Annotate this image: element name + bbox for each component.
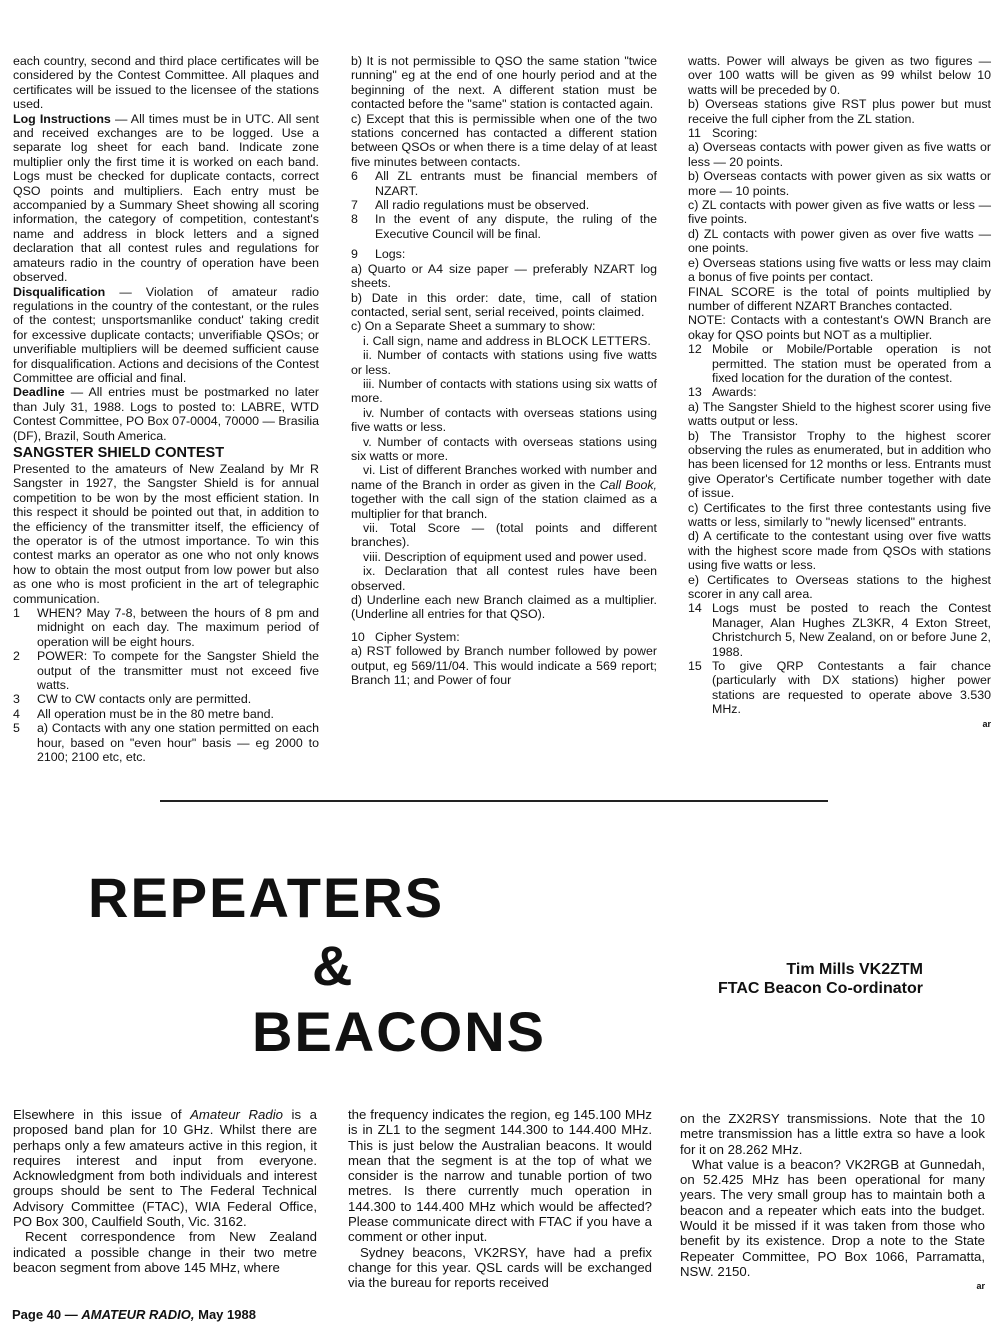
paragraph: v. Number of contacts with overseas stations using six watts or more.	[351, 434, 657, 463]
paragraph: ix. Declaration that all contest rules have been observed.	[351, 564, 657, 593]
paragraph: Disqualification — Violation of amateur radio regulations in the country of the contestant, or the rules of the contest; unsportsmanlike conduct' taking credit for excessive duplicate contacts; unverifiable QSOs; or unverifiable multipliers will be deemed sufficient cause for disqualification. Actions and decisions of the Contest Committee are official and final.	[13, 284, 319, 385]
rule-item: 7 All radio regulations must be observed.	[351, 198, 590, 213]
paragraph: Deadline — All entries must be postmarked no later than July 31, 1988. Logs to posted to: LABRE, WTD Contest Committee, PO Box 07-0004, 70000 — Brasilia (DF), Brazil, South America.	[13, 385, 319, 443]
run-in-heading: Deadline	[13, 385, 65, 400]
rule-item: 15 To give QRP Contestants a fair chance (particularly with DX stations) higher power stations are requested to operate above 3.530 MHz.	[688, 659, 991, 717]
paragraph: c) On a Separate Sheet a summary to show:	[351, 319, 596, 334]
paragraph: b) Overseas contacts with power given as six watts or more — 10 points.	[688, 169, 991, 198]
paragraph: iii. Number of contacts with stations using six watts of more.	[351, 376, 657, 406]
page-footer	[12, 1307, 256, 1322]
paragraph: i. Call sign, name and address in BLOCK LETTERS.	[363, 333, 651, 348]
paragraph: b) Date in this order: date, time, call of station contacted, serial sent, serial received, points claimed.	[351, 290, 657, 319]
paragraph: d) ZL contacts with power given as over five watts — one points.	[688, 226, 991, 256]
paragraph: a) Overseas contacts with power given as five watts or less — 20 points.	[688, 140, 991, 169]
run-in-heading: Log Instructions	[13, 111, 111, 126]
paragraph: each country, second and third place certificates will be considered by the Contest Committee. All plaques and certificates will be issued to the licensee of the stations used.	[13, 54, 319, 112]
paragraph: viii. Description of equipment used and power used.	[363, 549, 647, 564]
paragraph: the frequency indicates the region, eg 145.100 MHz is in ZL1 to the segment 144.300 to 144.400 MHz. This is just below the Australian beacons. It would mean that the segment is at the top of what we consider is the narrow and tunable portion of two metres. Is there currently much operation in 144.300 to 144.400 MHz which would be affected? Please communicate direct with FTAC if you have a comment or other input.	[348, 1107, 652, 1245]
paragraph: c) ZL contacts with power given as five watts or less — five points.	[688, 198, 991, 227]
paragraph: Presented to the amateurs of New Zealand by Mr R Sangster in 1927, the Sangster Shield is for annual competition to be won by the most efficient station. In this respect it should be pointed out that, in addition to the efficiency of the transmitter itself, the efficiency of the operator is of the utmost importance. To win this contest marks an operator as one who not only knows how to obtain the most output from low power but also as one who is most proficient in the art of telegraphic communication.	[13, 461, 319, 606]
author-name: Tim Mills VK2ZTM	[786, 961, 923, 978]
paragraph: b) Overseas stations give RST plus power but must receive the full cipher from the ZL station.	[688, 97, 991, 126]
article-column-3	[680, 1111, 985, 1295]
rule-item: 14 Logs must be posted to reach the Contest Manager, Alan Hughes ZL3KR, 4 Exton Street, Christchurch 5, New Zealand, on or before June 2, 1988.	[688, 601, 991, 659]
paragraph: on the ZX2RSY transmissions. Note that the 10 metre transmission has a little extra so have a look for it on 28.262 MHz.	[680, 1111, 985, 1157]
column-2	[351, 54, 657, 687]
paragraph: vi. List of different Branches worked with number and name of the Branch in order as given in the Call Book, together with the call sign of the station claimed as a multiplier for that branch.	[351, 463, 657, 521]
paragraph: vii. Total Score — (total points and different branches).	[351, 521, 657, 550]
paragraph: a) The Sangster Shield to the highest scorer using five watts output or less.	[688, 399, 991, 429]
rule-item: 6 All ZL entrants must be financial members of NZART.	[351, 169, 657, 198]
paragraph: a) Quarto or A4 size paper — preferably NZART log sheets.	[351, 261, 657, 291]
paragraph: watts. Power will always be given as two figures — over 100 watts will be given as 99 whilst below 10 watts will be preceded by 0.	[688, 54, 991, 97]
paragraph: FINAL SCORE is the total of points multiplied by number of different NZART Branches contacted.	[688, 284, 991, 313]
paragraph: d) A certificate to the contestant using over five watts with the highest score made from QSOs with stations using five watts or less.	[688, 529, 991, 573]
headline-ampersand: &	[312, 934, 355, 997]
rule-item: 8 In the event of any dispute, the ruling of the Executive Council will be final.	[351, 212, 657, 241]
rule-item: 13 Awards:	[688, 385, 757, 400]
paragraph: Elsewhere in this issue of Amateur Radio is a proposed band plan for 10 GHz. Whilst there are perhaps only a few amateurs active in this region, it requires interest and input from everyone. Acknowledgment from both individuals and interest groups should be sent to The Federal Technical Advisory Committee (FTAC), WIA Federal Office, PO Box 300, Caulfield South, Vic. 3162.	[13, 1107, 317, 1230]
paragraph: iv. Number of contacts with overseas stations using five watts or less.	[351, 405, 657, 435]
paragraph: b) It is not permissible to QSO the same station "twice running" eg at the end of one hourly period and at the beginning of the next. A different station must be contacted before the "same" station is contacted again.	[351, 54, 657, 112]
end-mark: ar	[976, 1281, 985, 1292]
rule-item: 4 All operation must be in the 80 metre band.	[13, 706, 274, 721]
rule-item: 1 WHEN? May 7-8, between the hours of 8 pm and midnight on each day. The maximum period of operation will be eight hours.	[13, 606, 319, 649]
paragraph: b) The Transistor Trophy to the highest scorer observing the rules as enumerated, but in addition who has been licensed for 12 months or less. Entrants must give Operator's Certificate number together with date of issue.	[688, 428, 991, 501]
section-heading: SANGSTER SHIELD CONTEST	[13, 444, 225, 461]
author-role: FTAC Beacon Co-ordinator	[717, 980, 923, 997]
issue-date: May 1988	[194, 1307, 256, 1322]
headline-repeaters: REPEATERS	[88, 866, 445, 929]
column-3	[688, 54, 991, 731]
paragraph: a) RST followed by Branch number followed by power output, eg 569/11/04. This would indicate a 569 report; Branch 11; and Power of four	[351, 644, 657, 688]
end-mark: ar	[982, 718, 991, 729]
magazine-name: AMATEUR RADIO,	[81, 1307, 195, 1322]
paragraph: NOTE: Contacts with a contestant's OWN Branch are okay for QSO points but NOT as a multiplier.	[688, 313, 991, 342]
rule-item: 3 CW to CW contacts only are permitted.	[13, 692, 252, 707]
column-1	[13, 54, 319, 765]
paragraph: Log Instructions — All times must be in UTC. All sent and received exchanges are to be logged. Use a separate log sheet for each band. Indicate zone multiplier only the first time it is worked on each band. Logs must be checked for duplicate contacts, correct QSO points and multipliers. Each entry must be accompanied by a Summary Sheet showing all scoring information, the category of competition, contestant's name and address in block letters and a signed declaration that all contest rules and regulations for amateurs radio in the country of operation have been observed.	[13, 111, 319, 285]
rule-item: 10 Cipher System:	[351, 629, 460, 644]
rule-item: 5 a) Contacts with any one station permitted on each hour, based on "even hour" basis — eg 2000 to 2100; 2100 etc, etc.	[13, 721, 319, 765]
paragraph: Recent correspondence from New Zealand indicated a possible change in their two metre beacon segment from above 145 MHz, where	[13, 1229, 317, 1275]
rule-item: 2 POWER: To compete for the Sangster Shield the output of the transmitter must not exceed five watts.	[13, 649, 319, 693]
paragraph: e) Overseas stations using five watts or less may claim a bonus of five points per contact.	[688, 255, 991, 285]
paragraph: What value is a beacon? VK2RGB at Gunnedah, on 52.425 MHz has been operational for many years. The very small group has to maintain both a beacon and a repeater which eats into the budget. Would it be missed if it was taken from those who benefit by its existence. Drop a note to the State Repeater Committee, PO Box 1066, Parramatta, NSW. 2150.	[680, 1156, 985, 1279]
rule-item: 12 Mobile or Mobile/Portable operation is not permitted. The station must be operated from a fixed location for the duration of the contest.	[688, 342, 991, 385]
paragraph: d) Underline each new Branch claimed as a multiplier. (Underline all entries for that QSO).	[351, 593, 657, 622]
page-number: Page 40 —	[12, 1307, 82, 1322]
paragraph: e) Certificates to Overseas stations to the highest scorer in any call area.	[688, 572, 991, 602]
section-divider	[160, 800, 828, 802]
run-in-heading: Disqualification	[13, 284, 106, 299]
paragraph: Sydney beacons, VK2RSY, have had a prefix change for this year. QSL cards will be exchanged via the bureau for reports received	[348, 1244, 652, 1291]
rule-item: 11 Scoring:	[688, 126, 758, 141]
rule-item: 9 Logs:	[351, 247, 406, 262]
article-column-2	[348, 1107, 652, 1291]
headline-beacons: BEACONS	[252, 1000, 547, 1063]
paragraph: ii. Number of contacts with stations using five watts or less.	[351, 348, 657, 377]
byline	[640, 960, 923, 998]
paragraph: c) Certificates to the first three contestants using five watts or less, similarly to "newly licensed" entrants.	[688, 500, 991, 529]
paragraph: c) Except that this is permissible when one of the two stations concerned has contacted a different station between QSOs or when there is a time delay of at least five minutes between contacts.	[351, 111, 657, 169]
article-column-1	[13, 1107, 317, 1275]
